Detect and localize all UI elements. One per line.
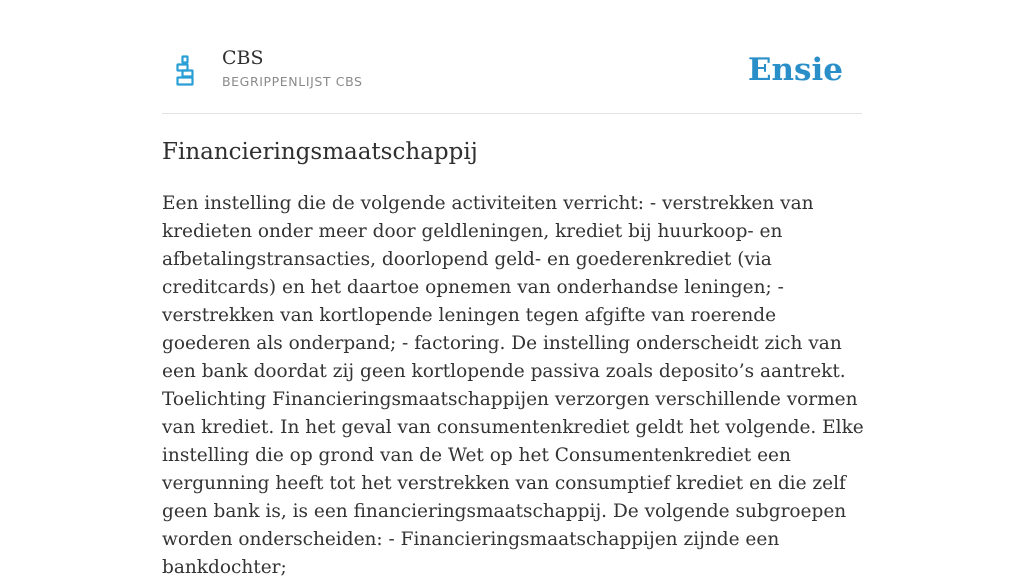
cbs-logo-icon[interactable] (173, 55, 197, 87)
source-name[interactable]: CBS (222, 47, 264, 69)
brand-logo[interactable]: Ensie (747, 52, 843, 88)
source-subtitle[interactable]: BEGRIPPENLIJST CBS (222, 74, 363, 89)
source-header (162, 36, 862, 114)
page-title: Financieringsmaatschappij (162, 139, 478, 165)
term-definition: Een instelling die de volgende activiteiten verricht: - verstrekken van kredieten onder meer door geldleningen, krediet bij huurkoop- en afbetalingstransacties, doorlopend geld- en goederenkrediet (via creditcards) en het daartoe opnemen van onderhandse leningen; - verstrekken van kortlopende leningen tegen afgifte van roerende goederen als onderpand; - factoring. De instelling onderscheidt zich van een bank doordat zij geen kortlopende passiva zoals deposito’s aantrekt. Toelichting Financieringsmaatschappijen verzorgen verschillende vormen van krediet. In het geval van consumentenkrediet geldt het volgende. Elke instelling die op grond van de Wet op het Consumentenkrediet een vergunning heeft tot het verstrekken van consumptief krediet en die zelf geen bank is, is een financieringsmaatschappij. De volgende subgroepen worden onderscheiden: - Financieringsmaatschappijen zijnde een bankdochter; (162, 193, 864, 578)
